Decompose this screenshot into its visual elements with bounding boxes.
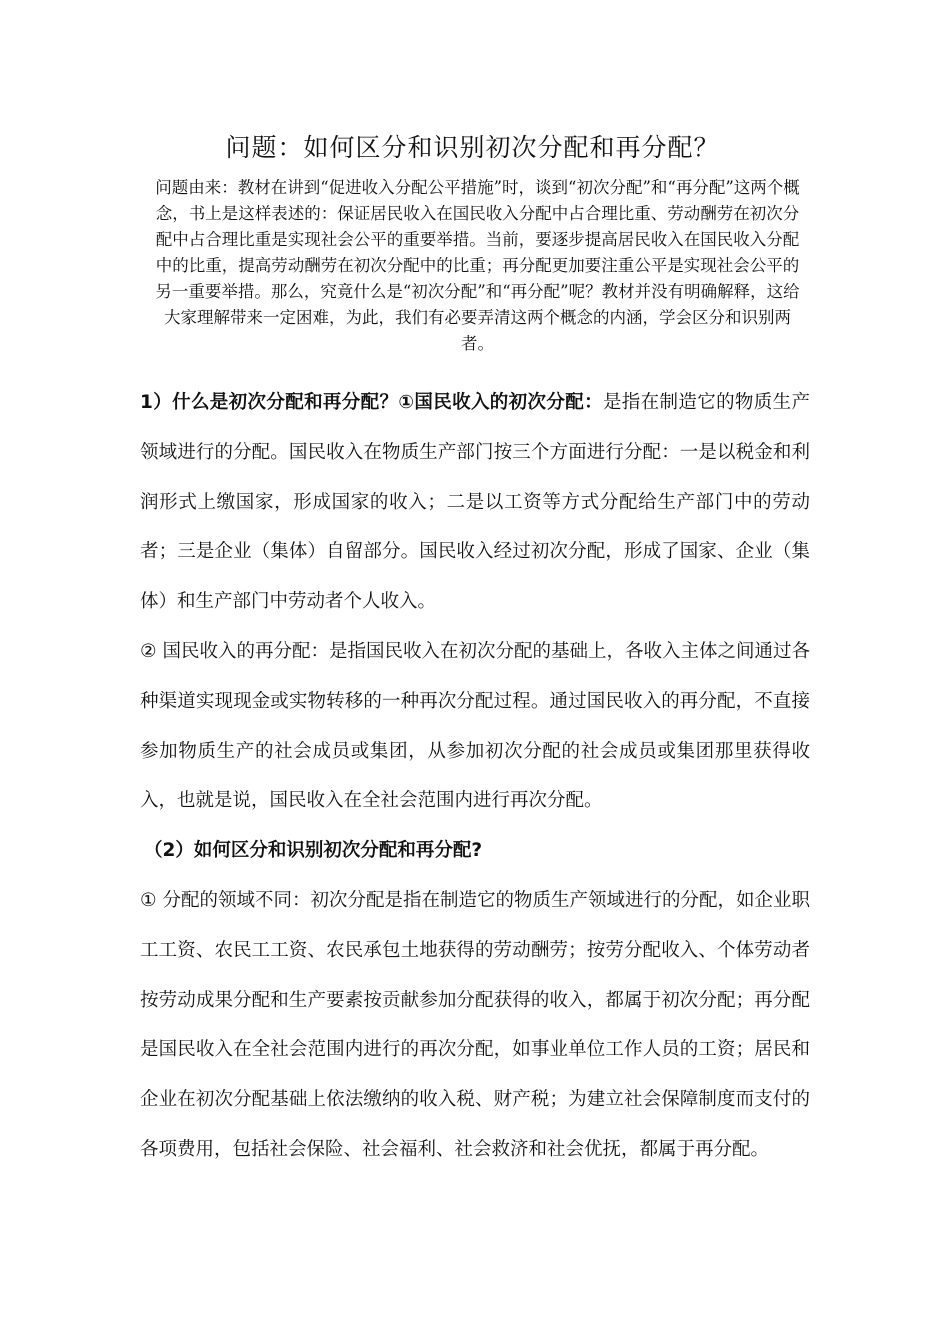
section2-heading: （2）如何区分和识别初次分配和再分配? xyxy=(144,840,483,862)
primary-distribution-label: ①国民收入的初次分配： xyxy=(398,392,603,413)
intro-paragraph: 问题由来：教材在讲到“促进收入分配公平措施”时，谈到“初次分配”和“再分配”这两个概念，书上是这样表述的：保证居民收入在国民收入分配中占合理比重、劳动酬劳在初次分配中占合理比重是实现社会公平的重要举措。当前，要逐步提高居民收入在国民收入分配中的比重，提高劳动酬劳在初次分配中的比重；再分配更加要注重公平是实现社会公平的另一重要举措。那么，究竟什么是“初次分配”和“再分配”呢？教材并没有明确解释，这给大家理解带来一定困难，为此，我们有必要弄清这两个概念的内涵，学会区分和识别两者。 xyxy=(155,178,800,353)
document-body xyxy=(140,378,810,1175)
section1-paragraph xyxy=(140,378,810,627)
section2-item1-paragraph: ① 分配的领域不同：初次分配是指在制造它的物质生产领域进行的分配，如企业职工工资、农民工工资、农民承包土地获得的劳动酬劳；按劳分配收入、个体劳动者按劳动成果分配和生产要素按贡献参加分配获得的收入，都属于初次分配；再分配是国民收入在全社会范围内进行的再次分配，如事业单位工作人员的工资；居民和企业在初次分配基础上依法缴纳的收入税、财产税；为建立社会保障制度而支付的各项费用，包括社会保险、社会福利、社会救济和社会优抚，都属于再分配。 xyxy=(140,889,810,1160)
primary-distribution-text: 是指在制造它的物质生产领域进行的分配。国民收入在物质生产部门按三个方面进行分配：一是以税金和利润形式上缴国家，形成国家的收入；二是以工资等方式分配给生产部门中的劳动者；三是企业（集体）自留部分。国民收入经过初次分配，形成了国家、企业（集体）和生产部门中劳动者个人收入。 xyxy=(140,392,810,613)
section1-heading: 1）什么是初次分配和再分配？ xyxy=(140,392,399,413)
redistribution-paragraph: ② 国民收入的再分配：是指国民收入在初次分配的基础上，各收入主体之间通过各种渠道实现现金或实物转移的一种再次分配过程。通过国民收入的再分配，不直接参加物质生产的社会成员或集团，从参加初次分配的社会成员或集团那里获得收入，也就是说，国民收入在全社会范围内进行再次分配。 xyxy=(140,640,810,812)
document-title: 问题：如何区分和识别初次分配和再分配？ xyxy=(225,133,720,162)
